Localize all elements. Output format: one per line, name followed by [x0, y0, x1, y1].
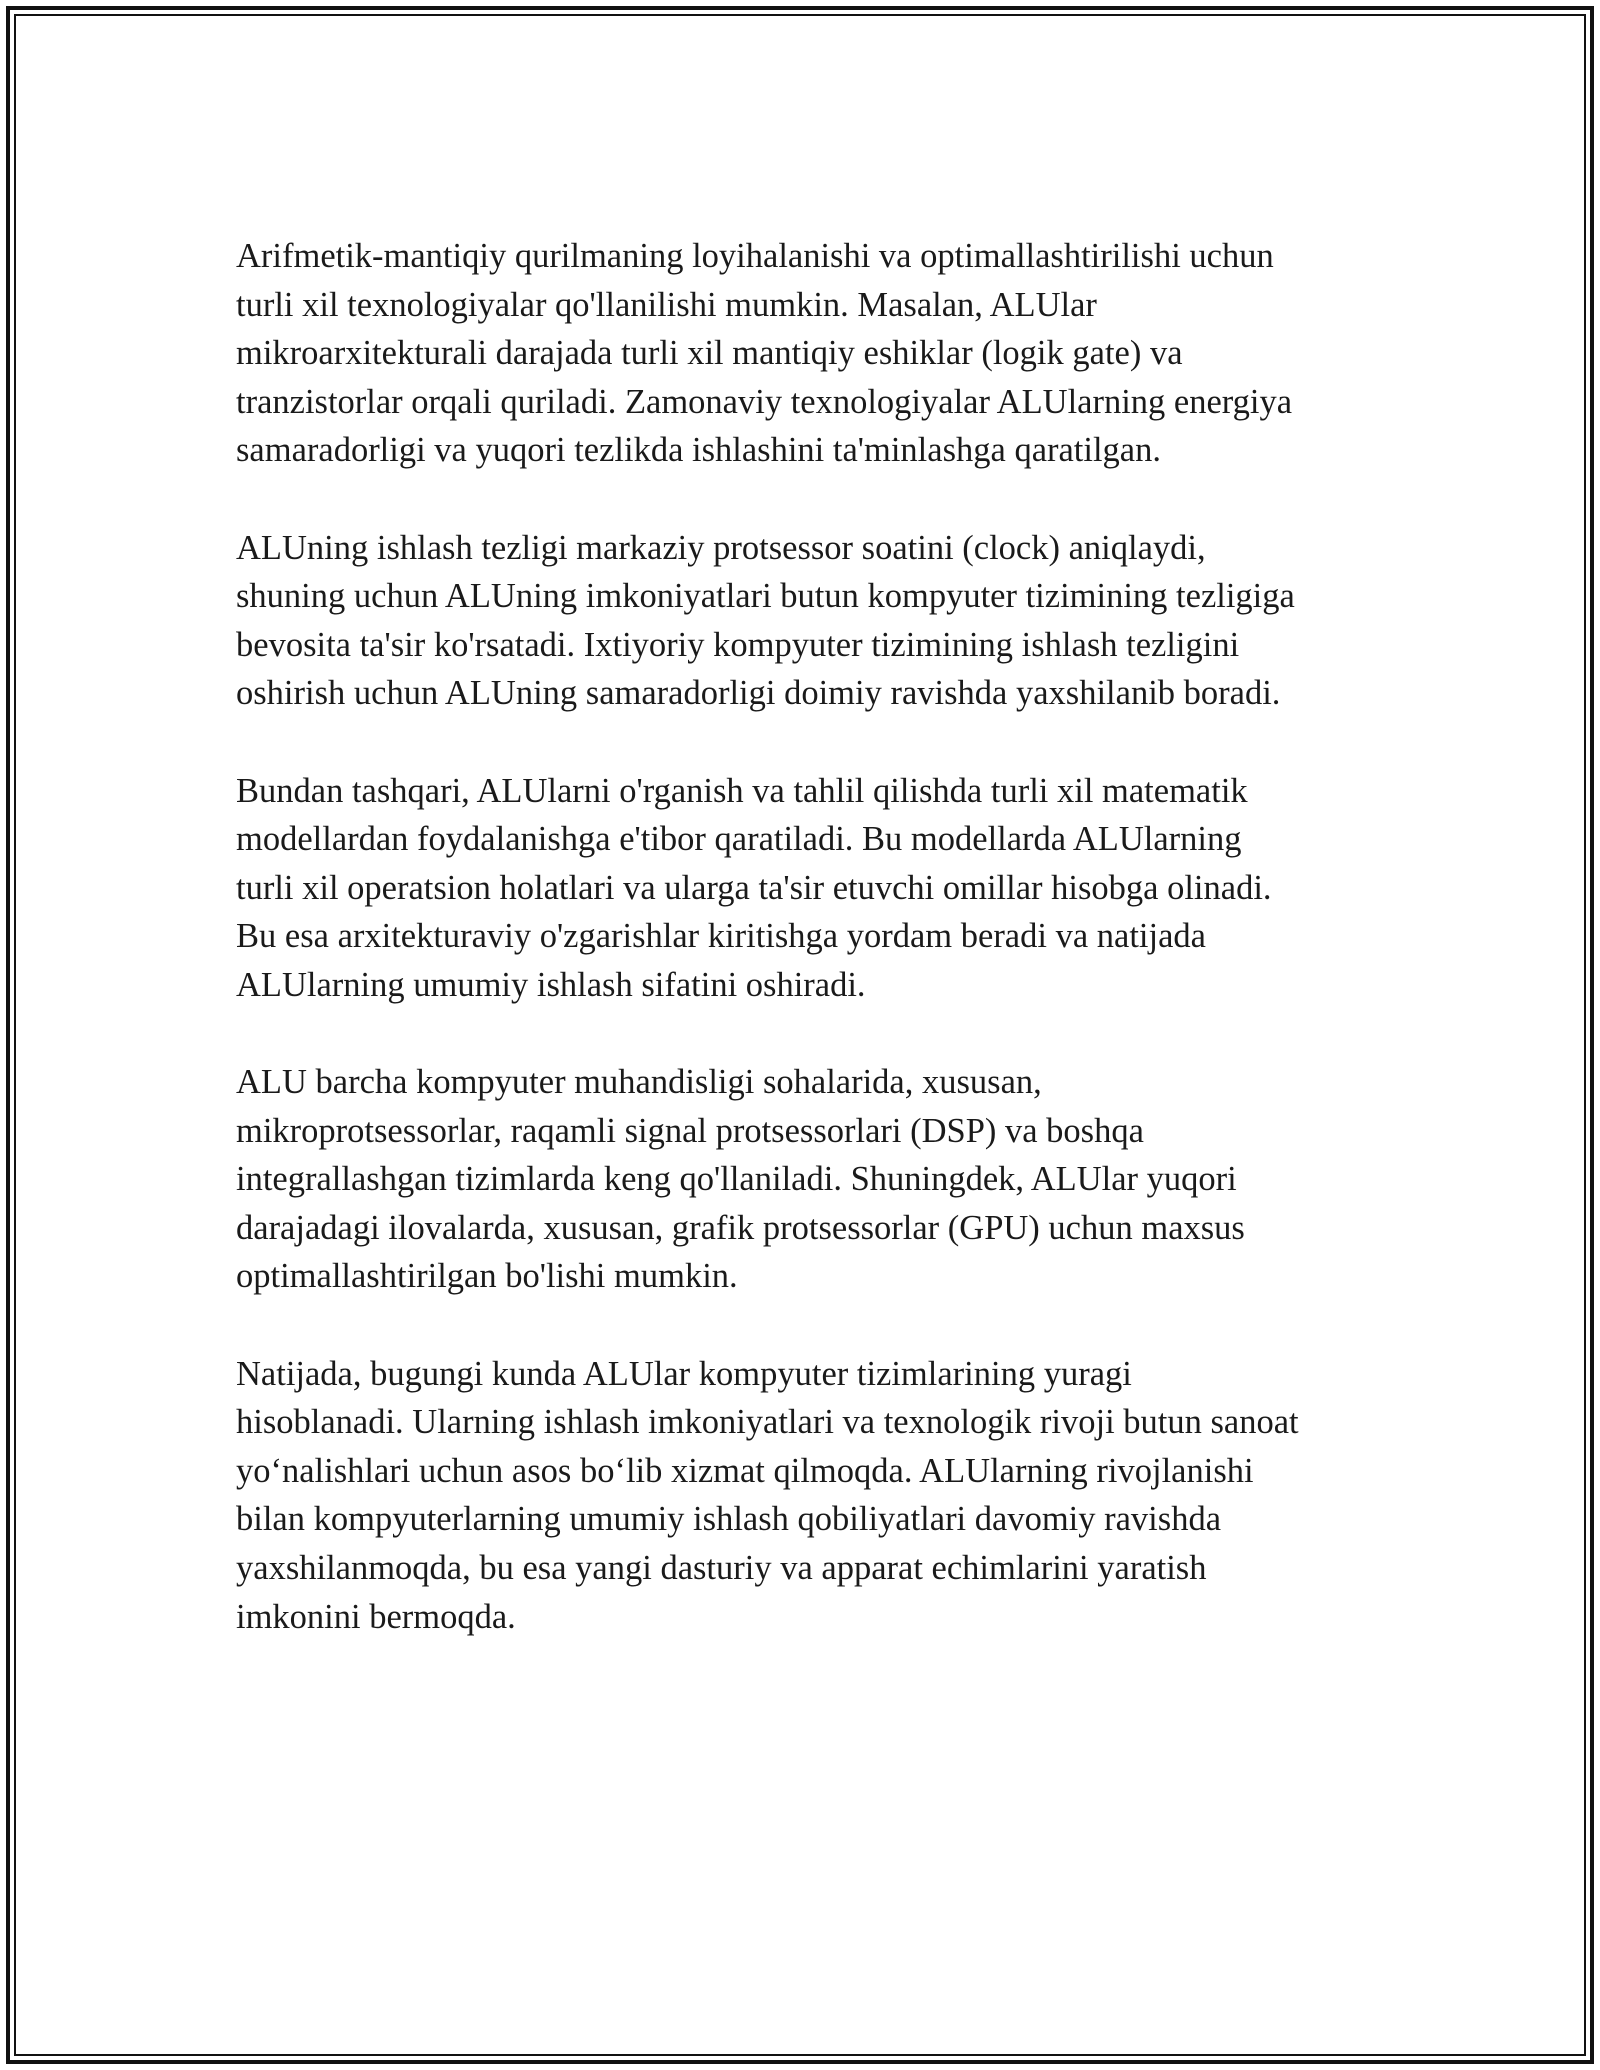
text-line: hisoblanadi. Ularning ishlash imkoniyatlari va texnologik rivoji butun sanoat [236, 1403, 1299, 1442]
text-line: samaradorligi va yuqori tezlikda ishlashini ta'minlashga qaratilgan. [236, 431, 1161, 470]
text-line: Bundan tashqari, ALUlarni o'rganish va tahlil qilishda turli xil matematik [236, 771, 1248, 810]
text-line: turli xil texnologiyalar qo'llanilishi mumkin. Masalan, ALUlar [236, 285, 1097, 324]
text-line: Bu esa arxitekturaviy o'zgarishlar kiritishga yordam beradi va natijada [236, 917, 1206, 956]
text-line: shuning uchun ALUning imkoniyatlari butun kompyuter tizimining tezligiga [236, 577, 1295, 616]
document-body [236, 232, 1386, 1690]
text-line: ALU barcha kompyuter muhandisligi sohalarida, xususan, [236, 1063, 1042, 1102]
text-line: Natijada, bugungi kunda ALUlar kompyuter tizimlarining yuragi [236, 1354, 1132, 1393]
text-line: oshirish uchun ALUning samaradorligi doimiy ravishda yaxshilanib boradi. [236, 674, 1281, 713]
text-line: tranzistorlar orqali quriladi. Zamonaviy texnologiyalar ALUlarning energiya [236, 382, 1293, 421]
text-line: darajadagi ilovalarda, xususan, grafik protsessorlar (GPU) uchun maxsus [236, 1208, 1245, 1247]
text-line: integrallashgan tizimlarda keng qo'llaniladi. Shuningdek, ALUlar yuqori [236, 1160, 1237, 1199]
text-line: modellardan foydalanishga e'tibor qaratiladi. Bu modellarda ALUlarning [236, 820, 1242, 859]
text-line: bevosita ta'sir ko'rsatadi. Ixtiyoriy kompyuter tizimining ishlash tezligini [236, 625, 1240, 664]
text-line: ALUning ishlash tezligi markaziy protsessor soatini (clock) aniqlaydi, [236, 528, 1206, 567]
text-line: mikroprotsessorlar, raqamli signal protsessorlari (DSP) va boshqa [236, 1111, 1144, 1150]
text-line: turli xil operatsion holatlari va ularga ta'sir etuvchi omillar hisobga olinadi. [236, 868, 1272, 907]
paragraph [236, 232, 1386, 475]
text-line: optimallashtirilgan bo'lishi mumkin. [236, 1257, 738, 1296]
paragraph [236, 524, 1386, 718]
text-line: yo‘nalishlari uchun asos bo‘lib xizmat qilmoqda. ALUlarning rivojlanishi [236, 1451, 1254, 1490]
text-line: yaxshilanmoqda, bu esa yangi dasturiy va apparat echimlarini yaratish [236, 1549, 1207, 1588]
paragraph [236, 767, 1386, 1010]
text-line: ALUlarning umumiy ishlash sifatini oshiradi. [236, 965, 866, 1004]
text-line: Arifmetik-mantiqiy qurilmaning loyihalanishi va optimallashtirilishi uchun [236, 237, 1274, 275]
paragraph [236, 1058, 1386, 1301]
text-line: imkonini bermoqda. [236, 1597, 516, 1636]
paragraph [236, 1350, 1386, 1642]
text-line: bilan kompyuterlarning umumiy ishlash qobiliyatlari davomiy ravishda [236, 1500, 1222, 1539]
text-line: mikroarxitekturali darajada turli xil mantiqiy eshiklar (logik gate) va [236, 334, 1183, 373]
